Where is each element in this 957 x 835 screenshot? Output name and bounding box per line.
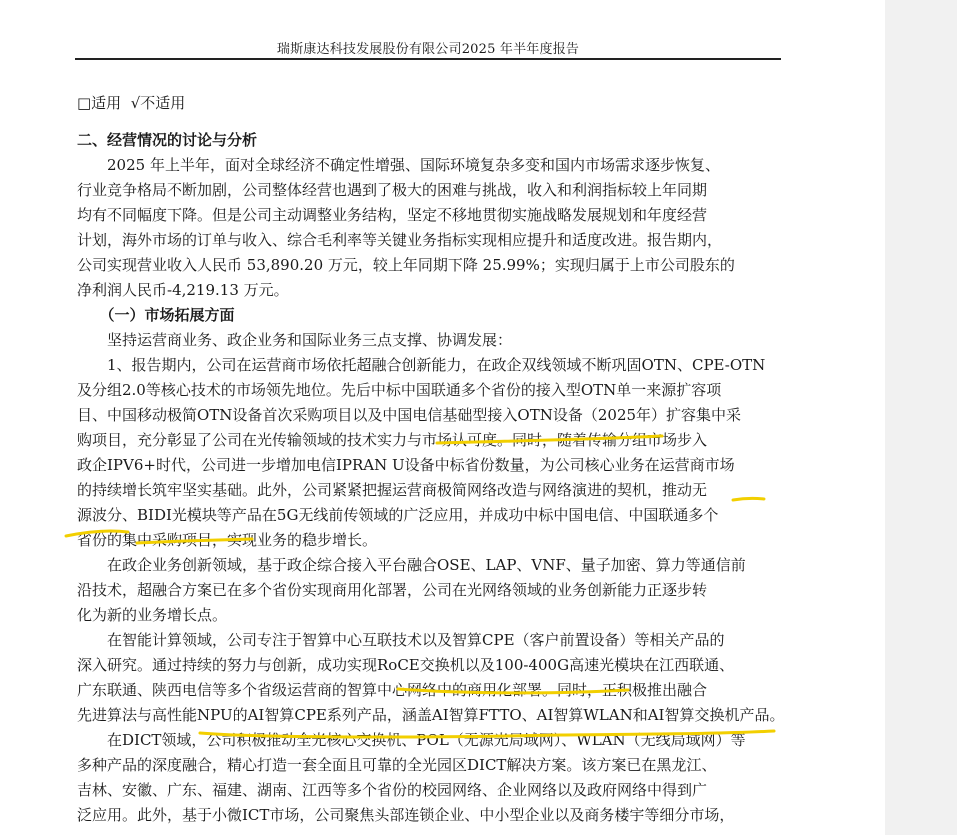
text-line: 计划，海外市场的订单与收入、综合毛利率等关键业务指标实现相应提升和适度改进。报告期内， [77, 231, 723, 249]
text-line: 购项目，充分彰显了公司在光传输领域的技术实力与市场认可度。同时，随着传输分组市场步入 [77, 431, 708, 449]
text-line: 1、报告期内，公司在运营商市场依托超融合创新能力，在政企双线领域不断巩固OTN、CPE-OTN [77, 356, 766, 374]
header-divider [75, 58, 781, 60]
text-line: 省份的集中采购项目，实现业务的稳步增长。 [77, 531, 378, 549]
text-line: 目、中国移动极简OTN设备首次采购项目以及中国电信基础型接入OTN设备（2025年）扩容集中采 [77, 406, 742, 424]
text-line: 行业竞争格局不断加剧，公司整体经营也遇到了极大的困难与挑战，收入和利润指标较上年同期 [77, 181, 708, 199]
text-line: 深入研究。通过持续的努力与创新，成功实现RoCE交换机以及100-400G高速光模块在江西联通、 [77, 656, 735, 674]
text-line: 多种产品的深度融合，精心打造一套全面且可靠的全光园区DICT解决方案。该方案已在黑龙江、 [77, 756, 717, 774]
text-line: 坚持运营商业务、政企业务和国际业务三点支撑、协调发展： [77, 331, 513, 349]
text-line: 先进算法与高性能NPU的AI智算CPE系列产品，涵盖AI智算FTTO、AI智算WLAN和AI智算交换机产品。 [77, 706, 785, 724]
subsection-heading: （一）市场拓展方面 [77, 306, 235, 324]
text-line: 政企IPV6+时代，公司进一步增加电信IPRAN U设备中标省份数量，为公司核心业务在运营商市场 [77, 456, 735, 474]
text-line: 源波分、BIDI光模块等产品在5G无线前传领域的广泛应用，并成功中标中国电信、中国联通多个 [77, 506, 719, 524]
intro-paragraph [77, 153, 783, 303]
text-line: 公司实现营业收入人民币 53,890.20 万元，较上年同期下降 25.99%；实现归属于上市公司股东的 [77, 256, 735, 274]
section-heading: 二、经营情况的讨论与分析 [77, 131, 258, 149]
text-line: 泛应用。此外，基于小微ICT市场，公司聚焦头部连锁企业、中小型企业以及商务楼宇等细分市场， [77, 806, 735, 824]
text-line: 吉林、安徽、广东、福建、湖南、江西等多个省份的校园网络、企业网络以及政府网络中得到广 [77, 781, 708, 799]
page-content [77, 91, 783, 828]
text-line: 的持续增长筑牢坚实基础。此外，公司紧紧把握运营商极简网络改造与网络演进的契机，推动无 [77, 481, 708, 499]
market-expansion-body [77, 328, 783, 828]
text-line: 沿技术，超融合方案已在多个省份实现商用化部署，公司在光网络领域的业务创新能力正逐步转 [77, 581, 708, 599]
text-line: 在政企业务创新领域，基于政企综合接入平台融合OSE、LAP、VNF、量子加密、算力等通信前 [77, 556, 746, 574]
applicability-options [77, 91, 783, 116]
option-applicable: □适用 [77, 94, 122, 112]
text-line: 2025 年上半年，面对全球经济不确定性增强、国际环境复杂多变和国内市场需求逐步恢复、 [77, 156, 720, 174]
text-line: 在智能计算领域，公司专注于智算中心互联技术以及智算CPE（客户前置设备）等相关产品的 [77, 631, 725, 649]
text-line: 净利润人民币-4,219.13 万元。 [77, 281, 289, 299]
viewer-side-margin [885, 0, 957, 835]
text-line: 广东联通、陕西电信等多个省级运营商的智算中心网络中的商用化部署。同时，正积极推出融合 [77, 681, 708, 699]
text-line: 及分组2.0等核心技术的市场领先地位。先后中标中国联通多个省份的接入型OTN单一来源扩容项 [77, 381, 722, 399]
text-line: 均有不同幅度下降。但是公司主动调整业务结构，坚定不移地贯彻实施战略发展规划和年度经营 [77, 206, 708, 224]
report-header-title: 瑞斯康达科技发展股份有限公司2025 年半年度报告 [276, 42, 580, 57]
text-line: 在DICT领域，公司积极推动全光核心交换机、POL（无源光局域网）、WLAN（无线局域网）等 [77, 731, 746, 749]
text-line: 化为新的业务增长点。 [77, 606, 228, 624]
option-not-applicable: √不适用 [130, 94, 186, 112]
